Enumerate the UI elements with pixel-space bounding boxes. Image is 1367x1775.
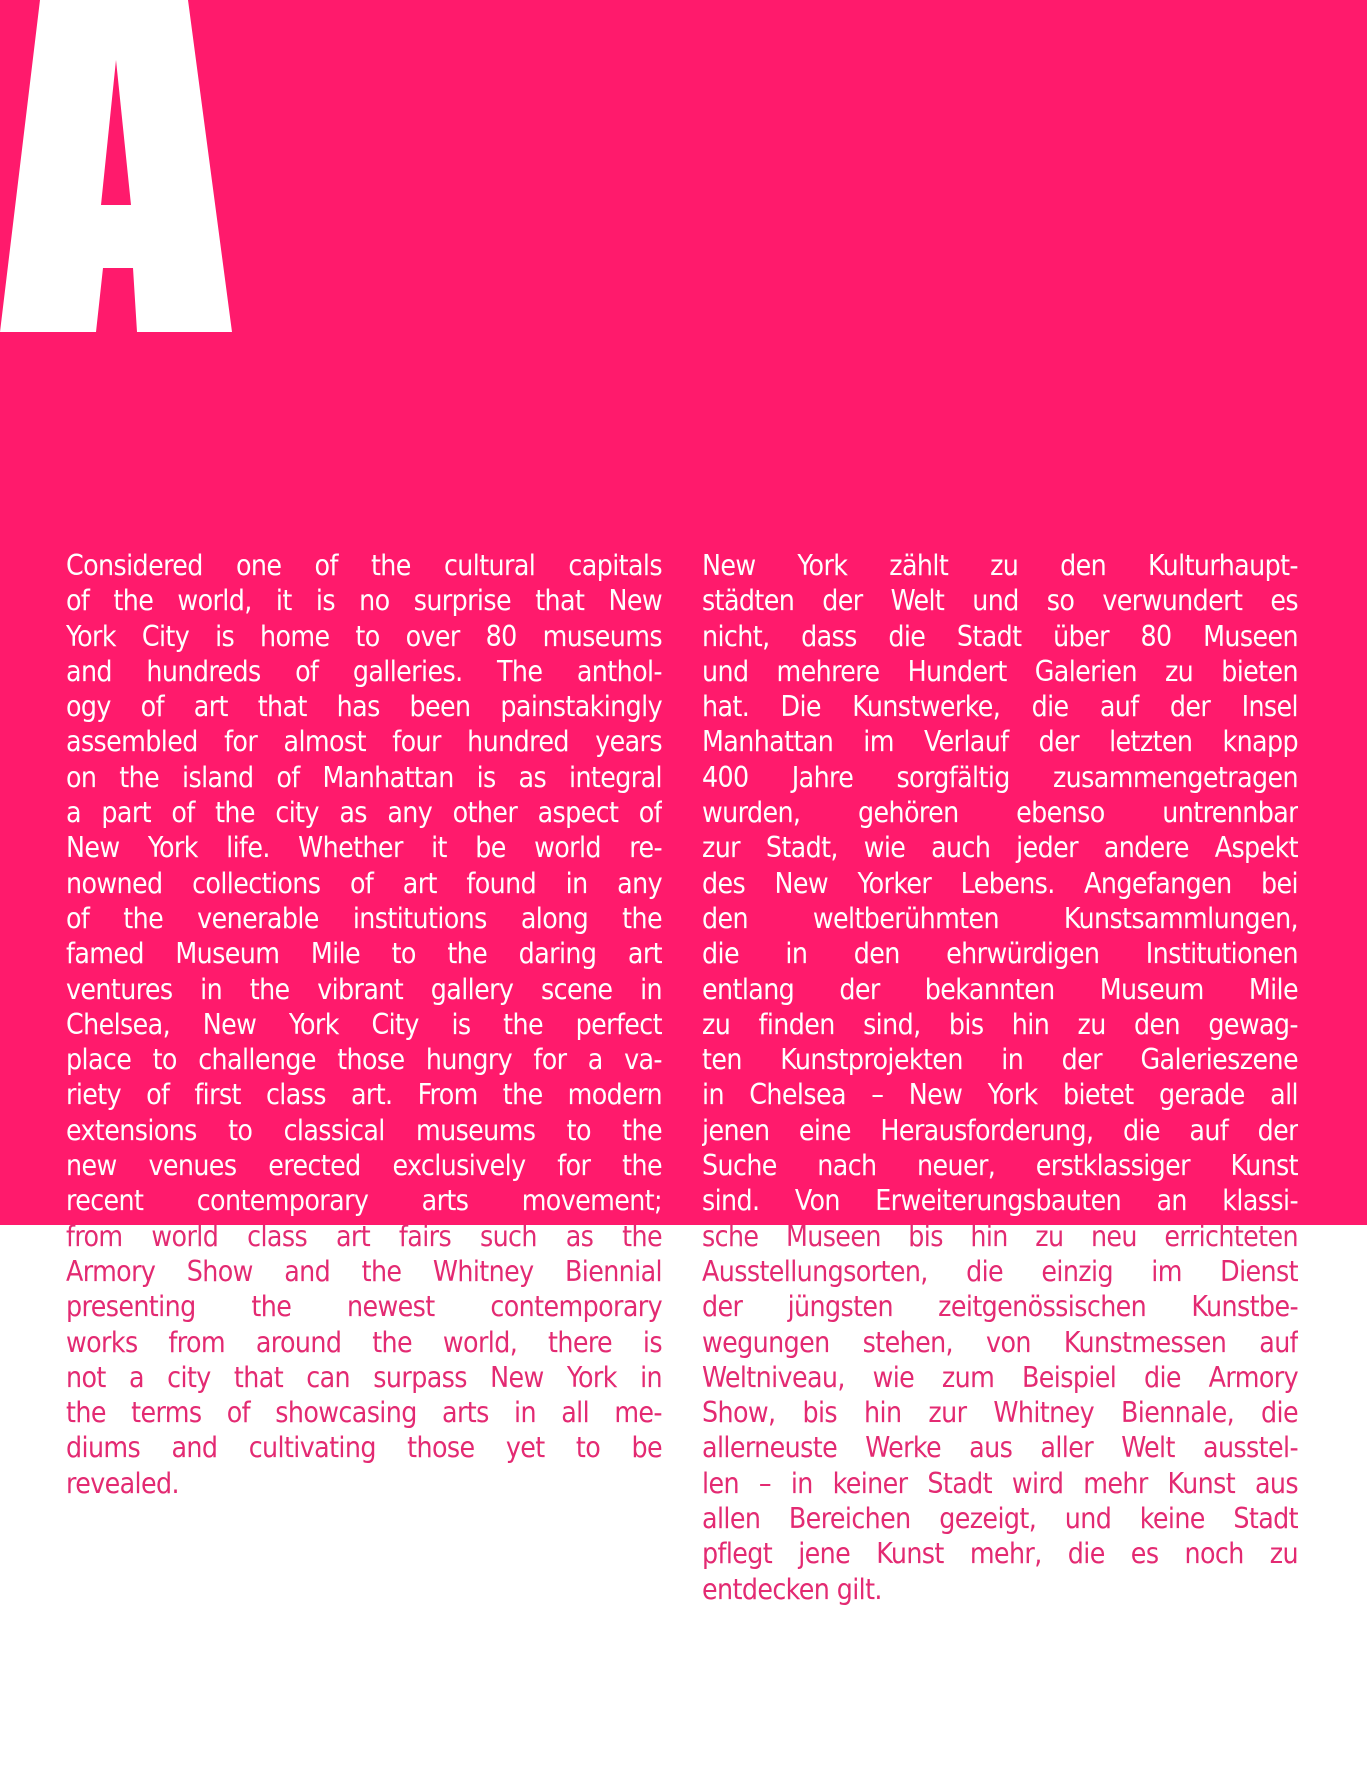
english-line: New York life. Whether it be world re- bbox=[66, 831, 662, 865]
drop-cap-letter-a bbox=[0, 0, 236, 334]
german-line: des New Yorker Lebens. Angefangen bei bbox=[702, 866, 1298, 900]
english-line: a part of the city as any other aspect of bbox=[66, 796, 662, 830]
german-line: allerneuste Werke aus aller Welt ausstel- bbox=[702, 1431, 1298, 1465]
english-line: of the venerable institutions along the bbox=[66, 901, 662, 935]
english-line: from world class art fairs such as the bbox=[66, 1219, 662, 1253]
english-line: works from around the world, there is bbox=[66, 1325, 662, 1359]
english-line: of the world, it is no surprise that New bbox=[66, 584, 662, 618]
english-column bbox=[66, 548, 662, 1501]
english-line: nowned collections of art found in any bbox=[66, 866, 662, 900]
english-line: assembled for almost four hundred years bbox=[66, 725, 662, 759]
german-line: len – in keiner Stadt wird mehr Kunst aus bbox=[702, 1466, 1298, 1500]
german-line: ten Kunstprojekten in der Galerieszene bbox=[702, 1043, 1298, 1077]
german-line: Weltniveau, wie zum Beispiel die Armory bbox=[702, 1360, 1298, 1394]
english-line: ogy of art that has been painstakingly bbox=[66, 690, 662, 724]
german-line: wurden, gehören ebenso untrennbar bbox=[702, 796, 1298, 830]
german-line: die in den ehrwürdigen Institutionen bbox=[702, 937, 1298, 971]
german-line: New York zählt zu den Kulturhaupt- bbox=[702, 549, 1298, 582]
german-line: zur Stadt, wie auch jeder andere Aspekt bbox=[702, 831, 1298, 865]
german-line: und mehrere Hundert Galerien zu bieten bbox=[702, 654, 1298, 688]
german-line: jenen eine Herausforderung, die auf der bbox=[702, 1113, 1298, 1147]
english-line: ventures in the vibrant gallery scene in bbox=[66, 972, 662, 1006]
english-line: and hundreds of galleries. The anthol- bbox=[66, 654, 662, 688]
article-columns bbox=[0, 548, 1367, 1648]
english-line: the terms of showcasing arts in all me- bbox=[66, 1396, 662, 1430]
english-line: Armory Show and the Whitney Biennial bbox=[66, 1254, 662, 1288]
english-line: York City is home to over 80 museums bbox=[66, 619, 662, 653]
german-line: entlang der bekannten Museum Mile bbox=[702, 972, 1298, 1006]
german-line: hat. Die Kunstwerke, die auf der Insel bbox=[702, 690, 1298, 724]
german-line: 400 Jahre sorgfältig zusammengetragen bbox=[702, 760, 1298, 794]
german-line: sind. Von Erweiterungsbauten an klassi- bbox=[702, 1184, 1298, 1218]
german-line: entdecken gilt. bbox=[702, 1572, 882, 1606]
english-line: on the island of Manhattan is as integral bbox=[66, 760, 662, 794]
english-line: famed Museum Mile to the daring art bbox=[66, 937, 662, 971]
german-line: Ausstellungsorten, die einzig im Dienst bbox=[702, 1254, 1298, 1288]
english-line: place to challenge those hungry for a va- bbox=[66, 1043, 662, 1077]
german-line: Show, bis hin zur Whitney Biennale, die bbox=[702, 1396, 1298, 1430]
german-line: Suche nach neuer, erstklassiger Kunst bbox=[702, 1149, 1298, 1183]
german-line: Manhattan im Verlauf der letzten knapp bbox=[702, 725, 1298, 759]
english-line: riety of first class art. From the modern bbox=[66, 1078, 662, 1112]
german-line: pflegt jene Kunst mehr, die es noch zu bbox=[702, 1537, 1298, 1571]
german-line: städten der Welt und so verwundert es bbox=[702, 584, 1298, 618]
english-line: presenting the newest contemporary bbox=[66, 1290, 662, 1324]
german-column bbox=[702, 548, 1298, 1607]
german-line: sche Museen bis hin zu neu errichteten bbox=[702, 1219, 1298, 1253]
english-line: diums and cultivating those yet to be bbox=[66, 1431, 662, 1465]
german-line: zu finden sind, bis hin zu den gewag- bbox=[702, 1007, 1298, 1041]
german-line: in Chelsea – New York bietet gerade all bbox=[702, 1078, 1298, 1112]
english-line: recent contemporary arts movement; bbox=[66, 1184, 662, 1218]
german-line: der jüngsten zeitgenössischen Kunstbe- bbox=[702, 1290, 1298, 1324]
english-line: not a city that can surpass New York in bbox=[66, 1360, 662, 1394]
english-line: Considered one of the cultural capitals bbox=[66, 549, 662, 582]
german-line: allen Bereichen gezeigt, und keine Stadt bbox=[702, 1502, 1298, 1536]
german-line: nicht, dass die Stadt über 80 Museen bbox=[702, 619, 1298, 653]
german-line: den weltberühmten Kunstsammlungen, bbox=[702, 901, 1298, 935]
english-line: new venues erected exclusively for the bbox=[66, 1149, 662, 1183]
english-line: revealed. bbox=[66, 1466, 179, 1500]
english-line: Chelsea, New York City is the perfect bbox=[66, 1007, 662, 1041]
german-line: wegungen stehen, von Kunstmessen auf bbox=[702, 1325, 1298, 1359]
english-line: extensions to classical museums to the bbox=[66, 1113, 662, 1147]
